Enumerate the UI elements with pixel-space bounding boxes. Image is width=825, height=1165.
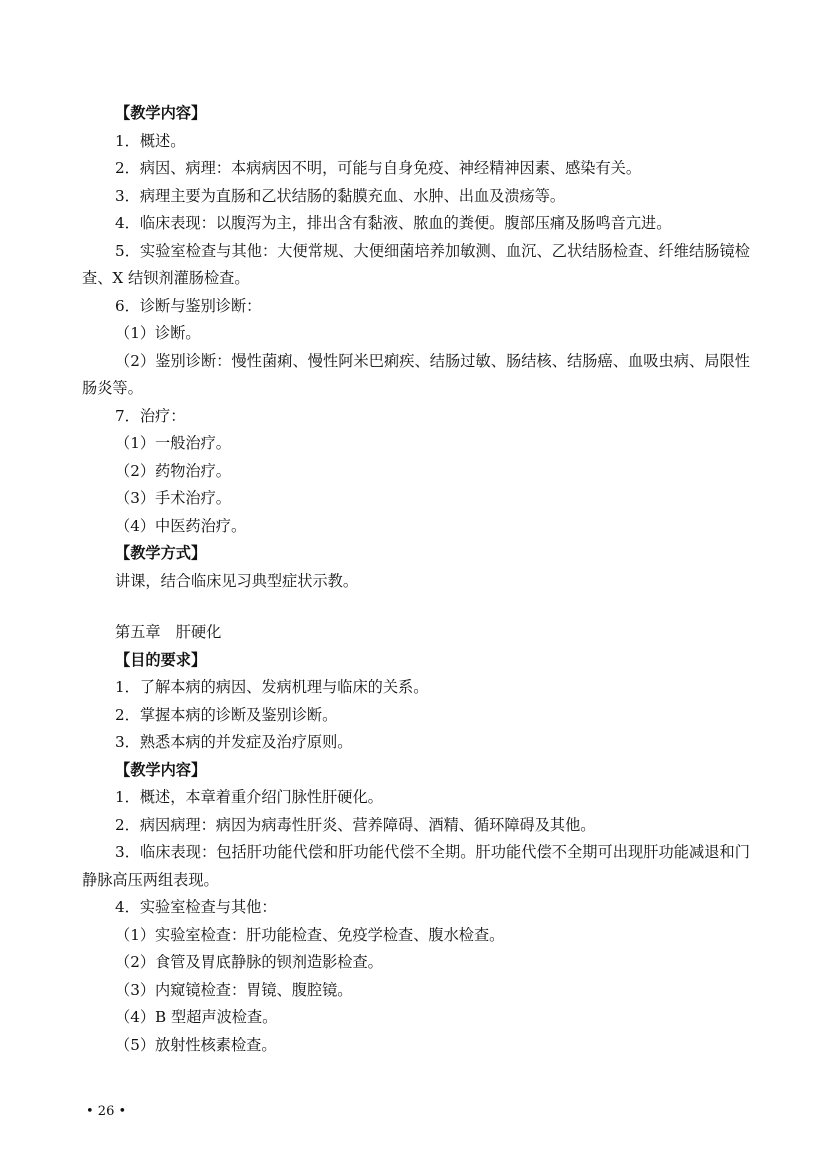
list-item: 2．病因病理：病因为病毒性肝炎、营养障碍、酒精、循环障碍及其他。 <box>115 815 596 834</box>
list-item-wrapped: 3．临床表现：包括肝功能代偿和肝功能代偿不全期。肝功能代偿不全期可出现肝功能减退和门静脉高压两组表现。 <box>82 843 750 889</box>
sub-item-wrapped: （2）鉴别诊断：慢性菌痢、慢性阿米巴痢疾、结肠过敏、肠结核、结肠癌、血吸虫病、局限性肠炎等。 <box>82 351 750 397</box>
paragraph: 讲课，结合临床见习典型症状示教。 <box>115 571 358 590</box>
sub-item: （1）诊断。 <box>115 324 201 342</box>
list-item: 1．概述，本章着重介绍门脉性肝硬化。 <box>115 788 383 806</box>
sub-item: （4）B 型超声波检查。 <box>115 1008 278 1026</box>
list-item: 4．实验室检查与其他： <box>115 898 277 916</box>
section-heading-goals: 【目的要求】 <box>115 650 207 669</box>
list-item: 1．了解本病的病因、发病机理与临床的关系。 <box>115 678 429 696</box>
list-item: 7．治疗： <box>115 406 186 425</box>
chapter-title: 第五章 肝硬化 <box>115 623 222 641</box>
spacer <box>82 595 750 619</box>
list-item: 6．诊断与鉴别诊断： <box>115 296 262 315</box>
list-item: 4．临床表现：以腹泻为主，排出含有黏液、脓血的粪便。腹部压痛及肠鸣音亢进。 <box>115 214 672 232</box>
sub-item: （3）手术治疗。 <box>115 489 231 507</box>
list-item-wrapped: 5．实验室检查与其他：大便常规、大便细菌培养加敏测、血沉、乙状结肠检查、纤维结肠镜检查、X 结钡剂灌肠检查。 <box>82 241 750 287</box>
sub-item: （2）食管及胃底静脉的钡剂造影检查。 <box>115 953 383 971</box>
sub-item: （1）实验室检查：肝功能检查、免疫学检查、腹水检查。 <box>115 925 505 944</box>
list-item: 1．概述。 <box>115 131 186 150</box>
list-item: 2．掌握本病的诊断及鉴别诊断。 <box>115 705 338 724</box>
page-number: • 26 • <box>86 1104 127 1119</box>
sub-item: （2）药物治疗。 <box>115 461 231 480</box>
list-item: 2．病因、病理：本病病因不明，可能与自身免疫、神经精神因素、感染有关。 <box>115 159 642 177</box>
page-body <box>82 100 750 1059</box>
sub-item: （4）中医药治疗。 <box>115 516 247 535</box>
section-heading-teaching-content: 【教学内容】 <box>115 760 207 779</box>
sub-item: （3）内窥镜检查：胃镜、腹腔镜。 <box>115 980 353 999</box>
sub-item: （5）放射性核素检查。 <box>115 1035 277 1054</box>
list-item: 3．病理主要为直肠和乙状结肠的黏膜充血、水肿、出血及溃疡等。 <box>115 186 566 205</box>
section-heading-teaching-content: 【教学内容】 <box>115 104 207 122</box>
list-item: 3．熟悉本病的并发症及治疗原则。 <box>115 733 353 751</box>
sub-item: （1）一般治疗。 <box>115 434 231 452</box>
section-heading-teaching-method: 【教学方式】 <box>115 544 207 562</box>
